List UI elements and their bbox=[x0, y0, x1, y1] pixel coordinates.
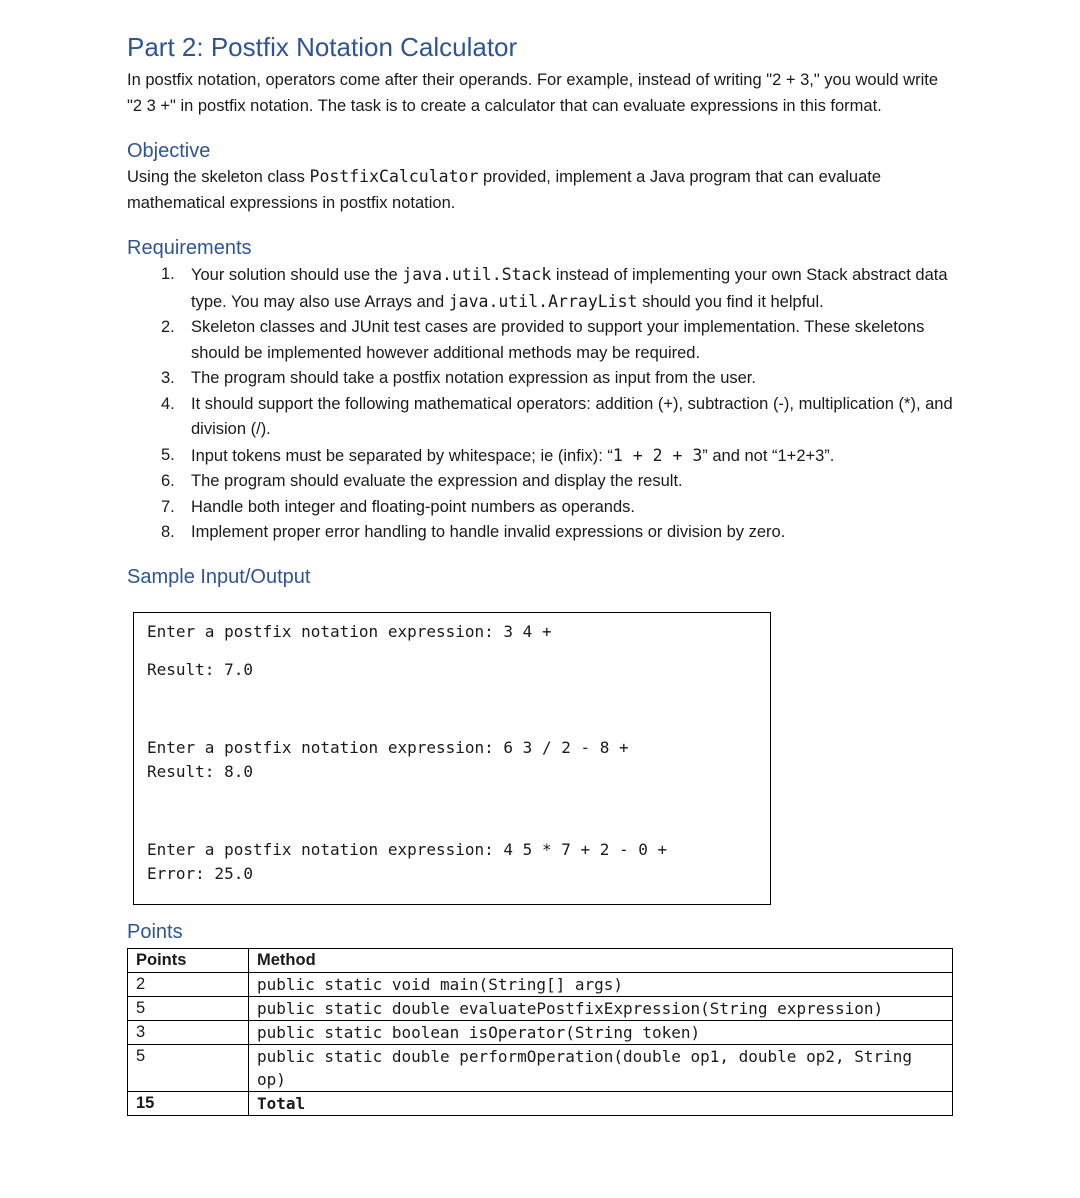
requirement-item bbox=[127, 366, 953, 392]
total-points-cell: 15 bbox=[128, 1091, 249, 1115]
requirement-number: 2. bbox=[161, 318, 175, 336]
console-line: Enter a postfix notation expression: 4 5 * 7 + 2 - 0 + bbox=[147, 839, 668, 859]
requirement-text: Your solution should use the bbox=[191, 266, 403, 284]
requirement-item bbox=[127, 262, 953, 315]
method-cell: public static double performOperation(double op1, double op2, String op) bbox=[249, 1044, 953, 1091]
requirement-number: 4. bbox=[161, 394, 175, 413]
requirements-list bbox=[127, 262, 953, 546]
objective-text-before: Using the skeleton class bbox=[127, 168, 310, 186]
requirement-item bbox=[127, 443, 953, 470]
table-row bbox=[128, 1020, 953, 1044]
requirement-text: instead of implementing your own Stack abstract data type. You may also use Arrays and bbox=[191, 266, 948, 311]
requirement-item bbox=[127, 520, 953, 546]
requirement-text: ” and not “1+2+3”. bbox=[702, 446, 835, 465]
points-table bbox=[127, 948, 953, 1116]
requirement-item bbox=[127, 469, 953, 495]
arraylist-class-code: java.util.ArrayList bbox=[448, 291, 638, 311]
requirement-number: 7. bbox=[161, 497, 175, 516]
requirement-text: Input tokens must be separated by whitespace; ie (infix): “ bbox=[191, 446, 613, 465]
method-cell: public static double evaluatePostfixExpression(String expression) bbox=[249, 996, 953, 1020]
requirement-number: 5. bbox=[161, 445, 175, 464]
class-name-code: PostfixCalculator bbox=[309, 167, 479, 186]
requirement-item bbox=[127, 315, 953, 366]
sample-console-box bbox=[133, 612, 771, 905]
requirement-number: 1. bbox=[161, 265, 175, 283]
requirement-text: Skeleton classes and JUnit test cases are provided to support your implementation. These skeletons should be implemented however additional methods may be required. bbox=[191, 318, 925, 362]
console-line: Enter a postfix notation expression: 6 3 / 2 - 8 + bbox=[147, 737, 629, 757]
method-column-header: Method bbox=[249, 948, 953, 972]
requirement-text: Handle both integer and floating-point numbers as operands. bbox=[191, 497, 635, 516]
console-line: Result: 7.0 bbox=[147, 659, 253, 679]
table-header-row bbox=[128, 948, 953, 972]
requirement-text: Implement proper error handling to handle invalid expressions or division by zero. bbox=[191, 523, 786, 541]
objective-paragraph bbox=[127, 164, 953, 216]
points-cell: 5 bbox=[128, 1044, 249, 1091]
method-cell: public static void main(String[] args) bbox=[249, 972, 953, 996]
table-row bbox=[128, 996, 953, 1020]
console-line: Result: 8.0 bbox=[147, 761, 253, 781]
intro-paragraph: In postfix notation, operators come after their operands. For example, instead of writing "2 + 3," you would write "2 3 +" in postfix notation. The task is to create a calculator that can evaluate expressions in this format. bbox=[127, 71, 939, 115]
requirements-heading: Requirements bbox=[127, 237, 252, 259]
table-row bbox=[128, 1044, 953, 1091]
requirement-number: 8. bbox=[161, 523, 175, 541]
requirement-text: should you find it helpful. bbox=[637, 292, 824, 311]
console-line: Error: 25.0 bbox=[147, 863, 253, 883]
total-label-cell: Total bbox=[249, 1091, 953, 1115]
requirement-item bbox=[127, 495, 953, 521]
requirement-text: It should support the following mathematical operators: addition (+), subtraction (-), multiplication (*), and division (/). bbox=[191, 394, 953, 438]
requirement-item bbox=[127, 392, 953, 443]
page-title: Part 2: Postfix Notation Calculator bbox=[127, 32, 518, 62]
document-page bbox=[127, 30, 953, 1116]
requirement-text: The program should evaluate the expression and display the result. bbox=[191, 472, 683, 490]
sample-heading: Sample Input/Output bbox=[127, 565, 311, 588]
requirement-text: The program should take a postfix notation expression as input from the user. bbox=[191, 369, 756, 387]
points-cell: 5 bbox=[128, 996, 249, 1020]
console-line: Enter a postfix notation expression: 3 4 + bbox=[147, 621, 552, 641]
requirement-number: 6. bbox=[161, 472, 175, 490]
table-row bbox=[128, 972, 953, 996]
method-cell: public static boolean isOperator(String token) bbox=[249, 1020, 953, 1044]
points-heading: Points bbox=[127, 920, 183, 943]
objective-text-after: provided, implement a Java program that can evaluate mathematical expressions in postfix notation. bbox=[127, 168, 882, 212]
total-row bbox=[128, 1091, 953, 1115]
stack-class-code: java.util.Stack bbox=[402, 265, 552, 284]
points-cell: 3 bbox=[128, 1020, 249, 1044]
points-cell: 2 bbox=[128, 972, 249, 996]
requirement-number: 3. bbox=[161, 369, 175, 387]
objective-heading: Objective bbox=[127, 140, 211, 162]
infix-example-code: 1 + 2 + 3 bbox=[612, 445, 703, 465]
points-column-header: Points bbox=[128, 948, 249, 972]
